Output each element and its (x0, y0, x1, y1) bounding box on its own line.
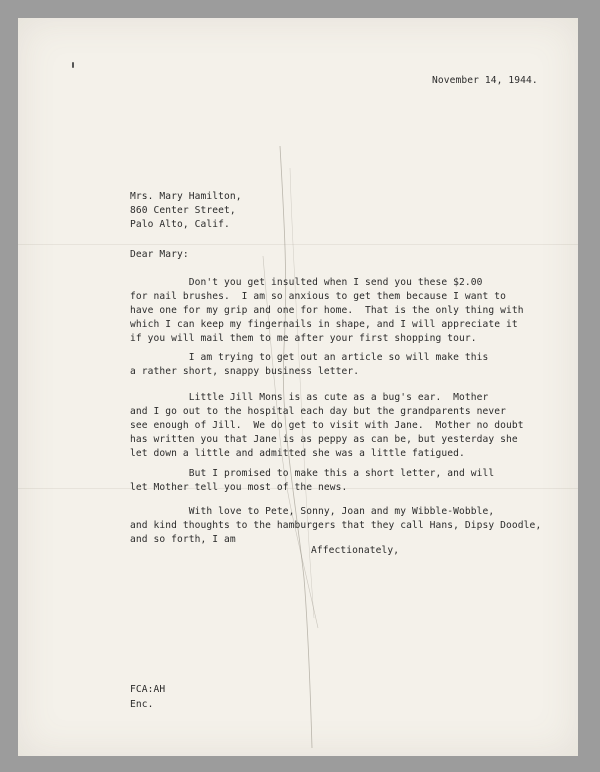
paragraph-line: and I go out to the hospital each day but the grandparents never (130, 406, 507, 417)
salutation: Dear Mary: (130, 249, 189, 260)
closing: Affectionately, (311, 545, 400, 556)
enclosure-note: Enc. (130, 699, 154, 710)
paragraph-3 (130, 391, 524, 461)
paragraph-line: let down a little and admitted she was a little fatigued. (130, 448, 465, 459)
paragraph-line: and so forth, I am (130, 534, 236, 545)
paragraph-line: let Mother tell you most of the news. (130, 482, 348, 493)
paragraph-line: a rather short, snappy business letter. (130, 366, 360, 377)
paragraph-line: have one for my grip and one for home. That is the only thing with (130, 305, 524, 316)
paragraph-line: But I promised to make this a short letter, and will (130, 468, 495, 479)
paragraph-line: if you will mail them to me after your first shopping tour. (130, 333, 477, 344)
paragraph-line: and kind thoughts to the hamburgers that they call Hans, Dipsy Doodle, (130, 520, 542, 531)
paragraph-line: Don't you get insulted when I send you these $2.00 (130, 277, 483, 288)
paragraph-line: which I can keep my fingernails in shape, and I will appreciate it (130, 319, 518, 330)
paragraph-line: see enough of Jill. We do get to visit with Jane. Mother no doubt (130, 420, 524, 431)
recipient-line: Palo Alto, Calif. (130, 219, 230, 230)
recipient-line: 860 Center Street, (130, 205, 236, 216)
paragraph-line: for nail brushes. I am so anxious to get them because I want to (130, 291, 507, 302)
recipient-line: Mrs. Mary Hamilton, (130, 191, 242, 202)
recipient-address (130, 190, 242, 232)
paragraph-1 (130, 276, 524, 346)
letter-date: November 14, 1944. (432, 75, 538, 86)
letter-body (18, 18, 578, 756)
paragraph-line: Little Jill Mons is as cute as a bug's ear. Mother (130, 392, 489, 403)
paragraph-line: has written you that Jane is as peppy as can be, but yesterday she (130, 434, 518, 445)
paragraph-4 (130, 467, 494, 495)
paragraph-2 (130, 351, 488, 379)
paragraph-line: I am trying to get out an article so will make this (130, 352, 489, 363)
paragraph-5 (130, 505, 541, 547)
paragraph-line: With love to Pete, Sonny, Joan and my Wibble-Wobble, (130, 506, 495, 517)
typist-initials: FCA:AH (130, 684, 166, 695)
letter-page (18, 18, 578, 756)
